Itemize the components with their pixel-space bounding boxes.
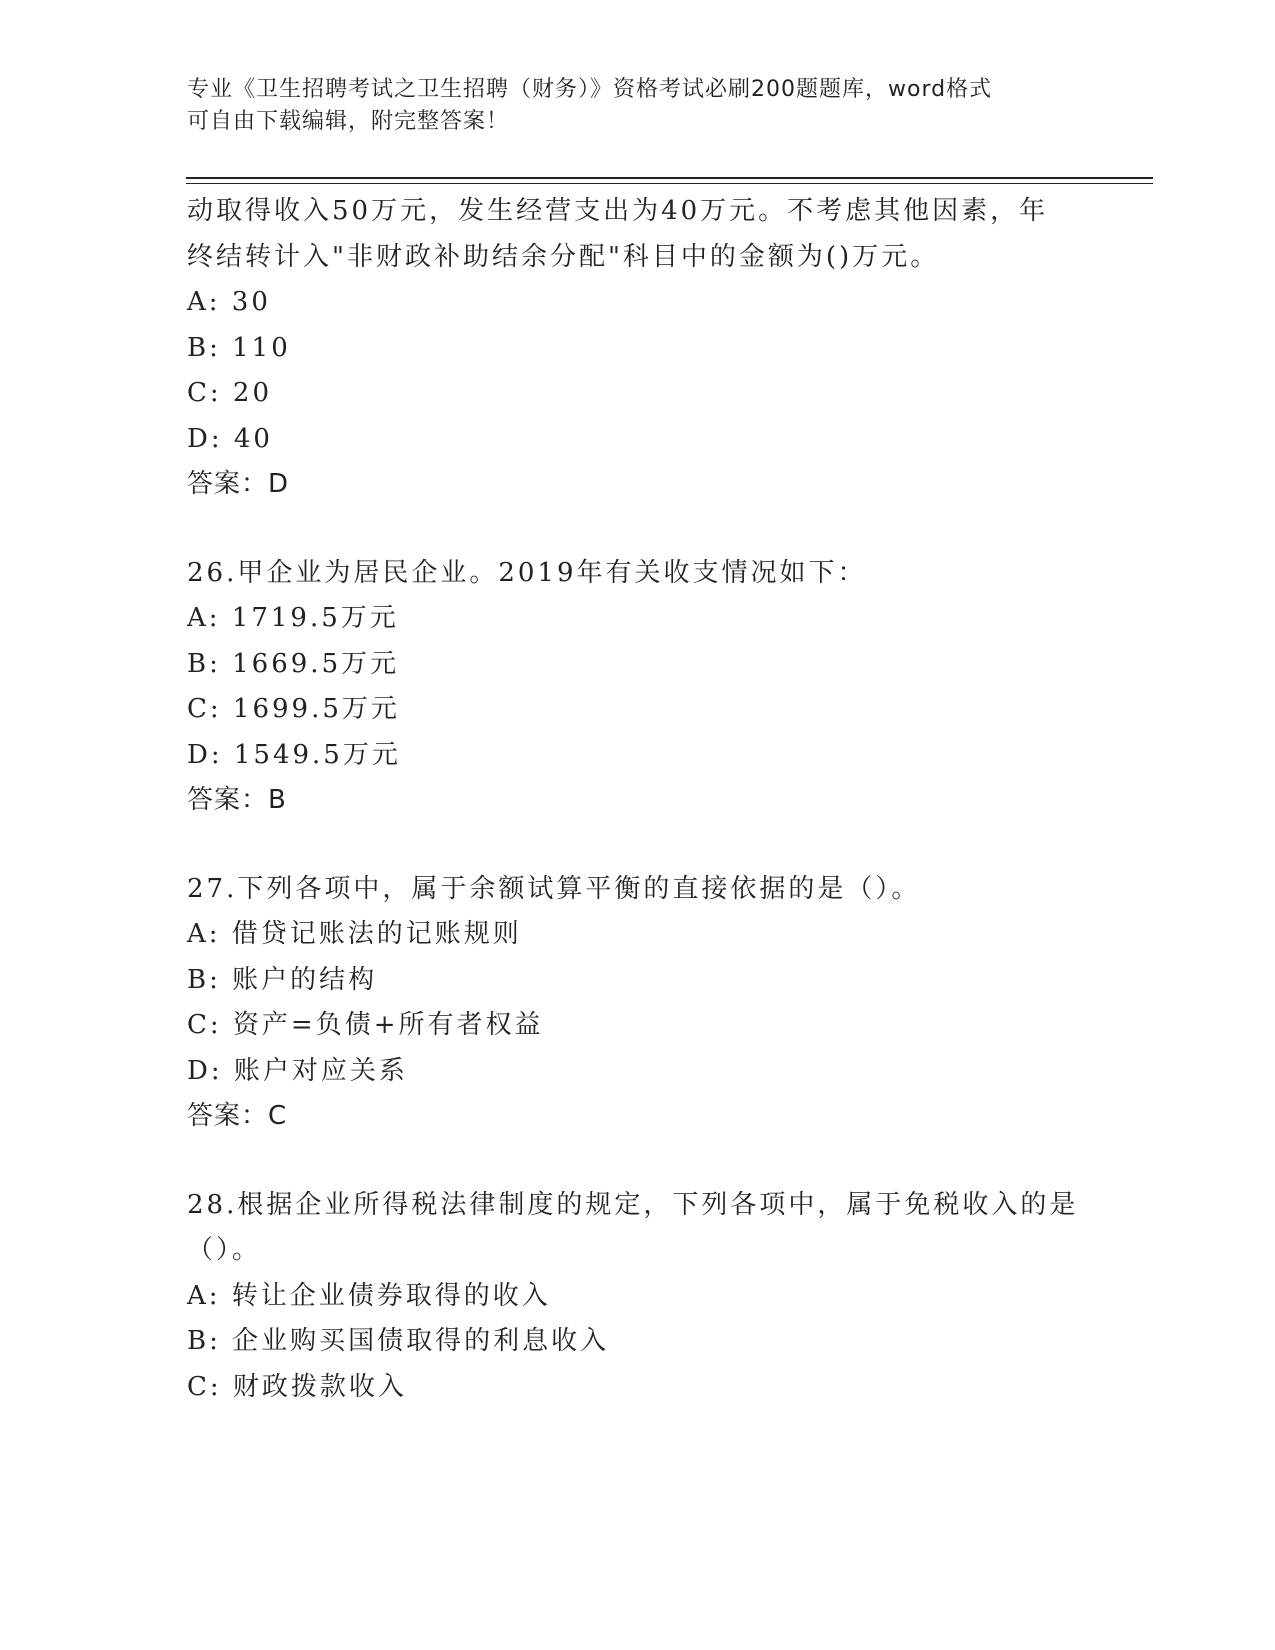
question-stem-line: 终结转计入"非财政补助结余分配"科目中的金额为()万元。 <box>187 241 940 272</box>
header-divider-thin <box>186 183 1153 184</box>
question-stem-line: 动取得收入50万元，发生经营支出为40万元。不考虑其他因素，年 <box>187 196 1049 226</box>
option-c: C: 资产=负债+所有者权益 <box>187 1010 544 1040</box>
question-spacer <box>187 824 1087 867</box>
option-b: B: 1669.5万元 <box>187 648 400 679</box>
option-d: D: 账户对应关系 <box>187 1055 408 1086</box>
question-26 <box>187 551 1087 824</box>
answer-line: 答案：C <box>187 1101 288 1131</box>
option-c: C: 财政拨款收入 <box>187 1371 407 1402</box>
option-a: A: 借贷记账法的记账规则 <box>187 919 522 949</box>
option-a: A: 转让企业债券取得的收入 <box>187 1280 551 1311</box>
question-stem-line: 27.下列各项中，属于余额试算平衡的直接依据的是（）。 <box>187 873 921 904</box>
option-d: D: 40 <box>187 423 273 454</box>
header-title-line-2: 可自由下载编辑，附完整答案！ <box>187 109 510 134</box>
option-d: D: 1549.5万元 <box>187 739 401 770</box>
answer-line: 答案：B <box>187 785 287 815</box>
question-28 <box>187 1183 1087 1411</box>
question-spacer <box>187 1140 1087 1183</box>
header-divider-thick <box>186 177 1153 179</box>
document-header <box>187 74 1087 138</box>
question-stem-line: 26.甲企业为居民企业。2019年有关收支情况如下： <box>187 557 867 588</box>
question-stem-line: （）。 <box>187 1235 262 1265</box>
question-spacer <box>187 508 1087 551</box>
option-b: B: 账户的结构 <box>187 964 378 995</box>
option-b: B: 110 <box>187 332 291 363</box>
answer-line: 答案：D <box>187 469 290 499</box>
question-stem-line: 28.根据企业所得税法律制度的规定，下列各项中，属于免税收入的是 <box>187 1189 1079 1220</box>
option-a: A: 30 <box>187 287 271 317</box>
option-b: B: 企业购买国债取得的利息收入 <box>187 1326 610 1356</box>
option-a: A: 1719.5万元 <box>187 603 399 633</box>
question-content <box>187 189 1087 1410</box>
header-title-line-1: 专业《卫生招聘考试之卫生招聘（财务）》资格考试必刷200题题库，word格式 <box>187 77 993 102</box>
question-25-continuation <box>187 189 1087 508</box>
option-c: C: 1699.5万元 <box>187 694 400 724</box>
option-c: C: 20 <box>187 378 273 408</box>
question-27 <box>187 867 1087 1140</box>
